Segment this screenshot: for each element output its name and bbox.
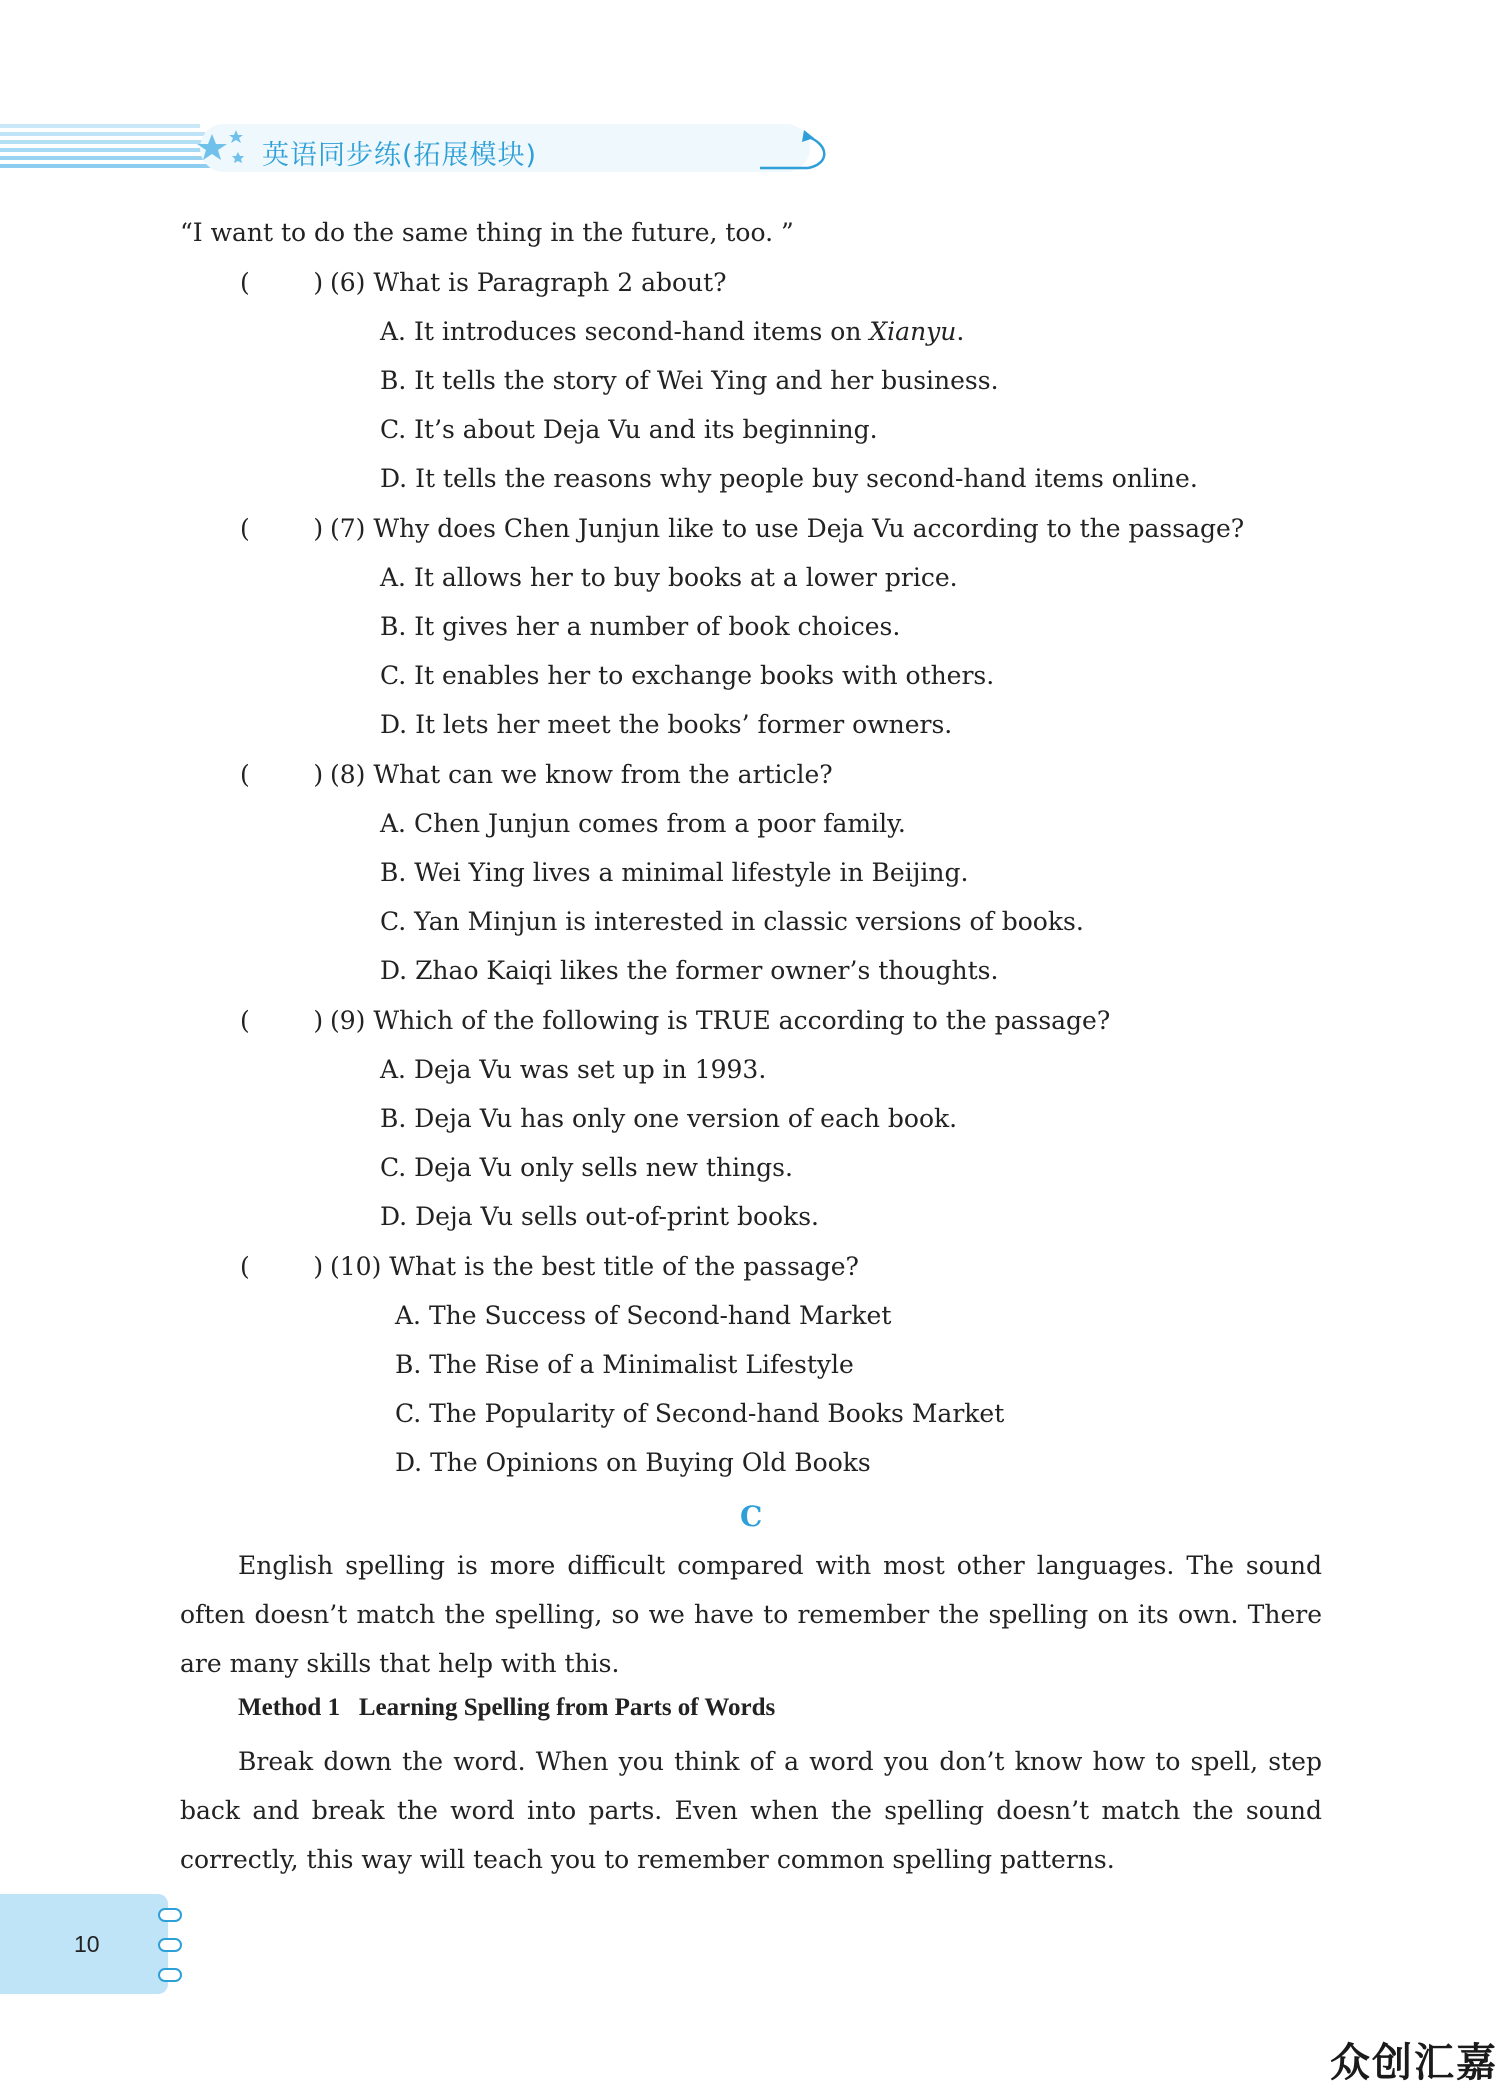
question-stem: What can we know from the article?: [373, 760, 833, 789]
question-stem: Why does Chen Junjun like to use Deja Vu according to the passage?: [373, 514, 1245, 543]
option: B. It tells the story of Wei Ying and her business.: [380, 366, 999, 395]
header-title: 英语同步练(拓展模块): [262, 140, 538, 171]
ring-icon: [158, 1908, 182, 1922]
option: A. The Success of Second-hand Market: [395, 1301, 892, 1330]
ring-icon: [158, 1938, 182, 1952]
option: A. Deja Vu was set up in 1993.: [380, 1055, 767, 1084]
section-heading: C: [740, 1500, 763, 1533]
option: B. Deja Vu has only one version of each book.: [380, 1104, 958, 1133]
answer-blank[interactable]: ( ): [240, 1006, 324, 1035]
option: B. Wei Ying lives a minimal lifestyle in Beijing.: [380, 858, 969, 887]
option: A. It introduces second-hand items on Xianyu.: [380, 317, 965, 346]
option: C. Yan Minjun is interested in classic versions of books.: [380, 907, 1084, 936]
question-8: [330, 760, 833, 790]
page-number: 10: [74, 1931, 100, 1957]
option: C. It’s about Deja Vu and its beginning.: [380, 415, 878, 444]
option: A. It allows her to buy books at a lower price.: [380, 563, 958, 592]
question-number: (9): [330, 1006, 366, 1035]
question-stem: Which of the following is TRUE according to the passage?: [373, 1006, 1111, 1035]
answer-blank[interactable]: ( ): [240, 760, 324, 789]
answer-blank[interactable]: ( ): [240, 514, 324, 543]
method-heading: [238, 1694, 775, 1722]
intro-paragraph: English spelling is more difficult compared with most other languages. The sound often doesn’t match the spelling, so we have to remember the spelling on its own. There are many skills that help with this.: [180, 1551, 1322, 1678]
method-paragraph: Break down the word. When you think of a word you don’t know how to spell, step back and break the word into parts. Even when the spelling doesn’t match the sound correctly, this way will teach you to remember common spelling patterns.: [180, 1747, 1322, 1874]
question-10: [330, 1252, 859, 1282]
header-stripes: [0, 124, 225, 168]
option: C. It enables her to exchange books with others.: [380, 661, 995, 690]
question-number: (7): [330, 514, 366, 543]
question-number: (6): [330, 268, 366, 297]
option: C. The Popularity of Second-hand Books Market: [395, 1399, 1005, 1428]
method-label: Method 1: [238, 1694, 341, 1721]
question-number: (10): [330, 1252, 382, 1281]
answer-blank[interactable]: ( ): [240, 1252, 324, 1281]
question-6: [330, 268, 727, 298]
answer-blank[interactable]: ( ): [240, 268, 324, 297]
question-7: [330, 514, 1244, 544]
quote-line: “I want to do the same thing in the future, too. ”: [180, 218, 794, 247]
question-number: (8): [330, 760, 366, 789]
ring-icon: [158, 1968, 182, 1982]
option: D. The Opinions on Buying Old Books: [395, 1448, 871, 1477]
option: D. It lets her meet the books’ former owners.: [380, 710, 953, 739]
option: D. Deja Vu sells out-of-print books.: [380, 1202, 819, 1231]
question-9: [330, 1006, 1110, 1036]
option: C. Deja Vu only sells new things.: [380, 1153, 793, 1182]
option: A. Chen Junjun comes from a poor family.: [380, 809, 906, 838]
question-stem: What is the best title of the passage?: [389, 1252, 859, 1281]
method-title: Learning Spelling from Parts of Words: [358, 1694, 776, 1721]
option: D. Zhao Kaiqi likes the former owner’s thoughts.: [380, 956, 999, 985]
option: D. It tells the reasons why people buy second-hand items online.: [380, 464, 1198, 493]
option: B. It gives her a number of book choices.: [380, 612, 901, 641]
question-stem: What is Paragraph 2 about?: [373, 268, 727, 297]
watermark: 众创汇嘉: [1330, 2040, 1498, 2086]
option: B. The Rise of a Minimalist Lifestyle: [395, 1350, 854, 1379]
